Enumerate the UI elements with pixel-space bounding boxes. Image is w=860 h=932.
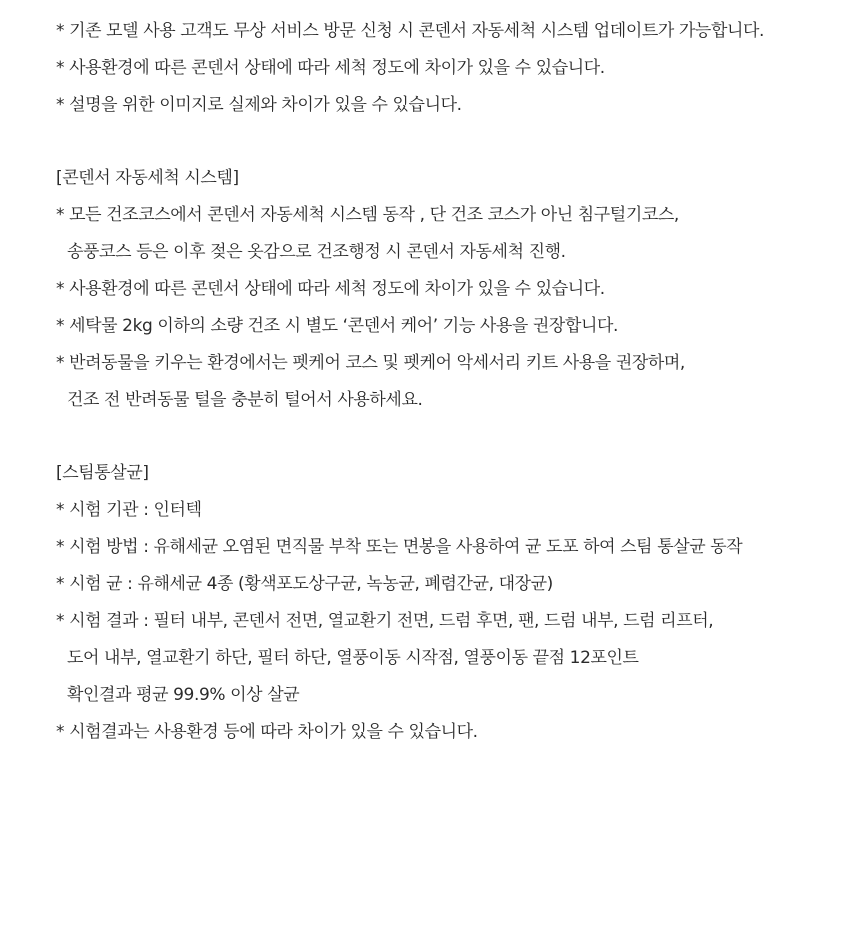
steam-note-continued: 확인결과 평균 99.9% 이상 살균 xyxy=(67,685,300,705)
condenser-note: * 세탁물 2kg 이하의 소량 건조 시 별도 ‘콘덴서 케어’ 기능 사용을 권장합니다. xyxy=(56,316,619,336)
steam-note: * 시험 균 : 유해세균 4종 (황색포도상구균, 녹농균, 폐렴간균, 대장균) xyxy=(56,574,553,594)
condenser-note-continued: 송풍코스 등은 이후 젖은 옷감으로 건조행정 시 콘덴서 자동세척 진행. xyxy=(67,242,566,262)
condenser-note: * 반려동물을 키우는 환경에서는 펫케어 코스 및 펫케어 악세서리 키트 사용을 권장하며, xyxy=(56,353,685,373)
condenser-section-title: [콘덴서 자동세척 시스템] xyxy=(56,168,239,188)
condenser-note-continued: 건조 전 반려동물 털을 충분히 털어서 사용하세요. xyxy=(67,390,423,410)
intro-note: * 기존 모델 사용 고객도 무상 서비스 방문 신청 시 콘덴서 자동세척 시스템 업데이트가 가능합니다. xyxy=(56,21,765,41)
steam-section-title: [스팀통살균] xyxy=(56,463,149,483)
section-gap xyxy=(56,419,856,455)
condenser-note: * 모든 건조코스에서 콘덴서 자동세척 시스템 동작 , 단 건조 코스가 아닌 침구털기코스, xyxy=(56,205,679,225)
condenser-section xyxy=(56,160,856,419)
steam-note: * 시험 방법 : 유해세균 오염된 면직물 부착 또는 면봉을 사용하여 균 도포 하여 스팀 통살균 동작 xyxy=(56,537,743,557)
steam-note: * 시험 기관 : 인터텍 xyxy=(56,500,202,520)
condenser-note: * 사용환경에 따른 콘덴서 상태에 따라 세척 정도에 차이가 있을 수 있습니다. xyxy=(56,279,605,299)
intro-note: * 설명을 위한 이미지로 실제와 차이가 있을 수 있습니다. xyxy=(56,95,462,115)
steam-section xyxy=(56,455,856,751)
notice-document xyxy=(56,0,856,751)
section-gap xyxy=(56,124,856,160)
steam-note: * 시험 결과 : 필터 내부, 콘덴서 전면, 열교환기 전면, 드럼 후면, 팬, 드럼 내부, 드럼 리프터, xyxy=(56,611,714,631)
intro-notes xyxy=(56,13,856,124)
steam-note: * 시험결과는 사용환경 등에 따라 차이가 있을 수 있습니다. xyxy=(56,722,478,742)
intro-note: * 사용환경에 따른 콘덴서 상태에 따라 세척 정도에 차이가 있을 수 있습니다. xyxy=(56,58,605,78)
steam-note-continued: 도어 내부, 열교환기 하단, 필터 하단, 열풍이동 시작점, 열풍이동 끝점 12포인트 xyxy=(67,648,639,668)
